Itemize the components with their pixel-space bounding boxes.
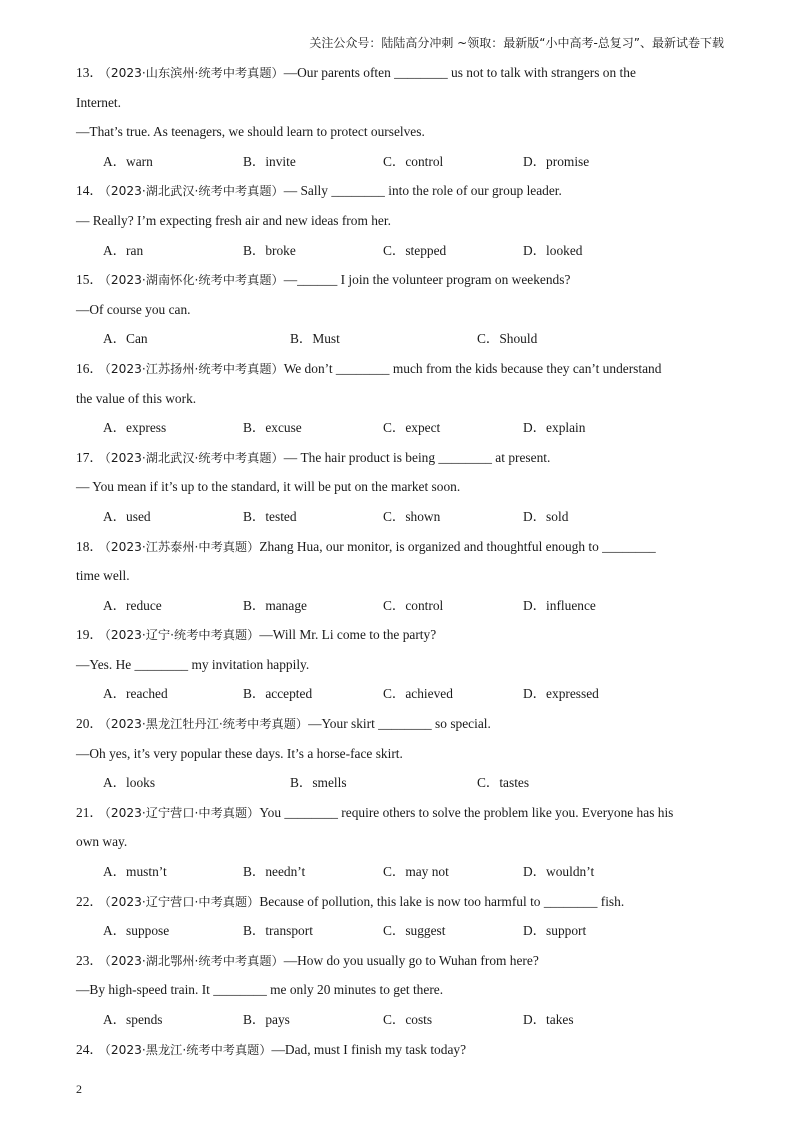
- question-stem: [76, 620, 726, 650]
- question-line: time well.: [76, 568, 130, 584]
- answer-option: C．tastes: [477, 775, 530, 791]
- answer-options: [76, 679, 726, 709]
- question-text: —Your skirt ________ so special.: [308, 716, 491, 732]
- question-text: — The hair product is being ________ at present.: [283, 449, 551, 465]
- answer-option: B．tested: [243, 508, 297, 524]
- question-text: —Dad, must I finish my task today?: [271, 1041, 467, 1057]
- question-stem: [76, 887, 726, 917]
- question-source: （2023·湖南怀化·统考中考真题）: [104, 273, 284, 288]
- answer-options: [76, 413, 726, 443]
- question-number: 15．: [76, 272, 103, 288]
- answer-option: B．invite: [243, 153, 296, 169]
- answer-option: A．suppose: [103, 923, 170, 939]
- answer-option: D．expressed: [523, 686, 599, 702]
- answer-option: C．stepped: [383, 242, 447, 258]
- answer-option: A．reduce: [103, 597, 162, 613]
- answer-option: C．expect: [383, 420, 441, 436]
- answer-option: D．takes: [523, 1012, 574, 1027]
- question-line: —That’s true. As teenagers, we should learn to protect ourselves.: [76, 124, 425, 140]
- question-line: — You mean if it’s up to the standard, it will be put on the market soon.: [76, 479, 461, 495]
- question-line: the value of this work.: [76, 390, 197, 406]
- answer-options: [76, 147, 726, 177]
- answer-option: B．accepted: [243, 686, 313, 702]
- question-line: Internet.: [76, 94, 121, 110]
- answer-option: D．promise: [523, 153, 590, 169]
- answer-option: C．control: [383, 153, 444, 169]
- page-number: 2: [76, 1082, 82, 1096]
- answer-options: [76, 502, 726, 532]
- question-line: own way.: [76, 834, 128, 850]
- answer-options: [76, 236, 726, 266]
- answer-option: B．Must: [290, 331, 340, 347]
- question-number: 19．: [76, 627, 103, 643]
- question-stem: [76, 176, 726, 206]
- question-source: （2023·湖北鄂州·统考中考真题）: [104, 953, 284, 968]
- question-number: 20．: [76, 716, 103, 732]
- answer-options: [76, 324, 726, 354]
- question-source: （2023·江苏扬州·统考中考真题）: [104, 361, 284, 376]
- answer-option: B．needn’t: [243, 864, 306, 880]
- question-line: —Yes. He ________ my invitation happily.: [76, 656, 310, 672]
- answer-options: [76, 857, 726, 887]
- answer-option: C．costs: [383, 1012, 433, 1027]
- page-header: 关注公众号：陆陆高分冲刺 ~领取：最新版“小中高考-总复习”、最新试卷下载: [309, 36, 724, 50]
- question-stem: [76, 443, 726, 473]
- question-number: 22．: [76, 893, 103, 909]
- answer-option: B．pays: [243, 1012, 290, 1027]
- question-line: —Of course you can.: [76, 301, 191, 317]
- question-stem: [76, 1035, 726, 1065]
- answer-option: C．may not: [383, 864, 449, 880]
- question-stem: [76, 354, 726, 384]
- question-number: 21．: [76, 804, 103, 820]
- question-text: —Our parents often ________ us not to talk with strangers on the: [283, 65, 636, 80]
- question-source: （2023·辽宁营口·中考真题）: [104, 805, 260, 820]
- question-stem: [76, 532, 726, 562]
- answer-option: C．shown: [383, 508, 441, 524]
- question-text: You ________ require others to solve the problem like you. Everyone has his: [259, 804, 674, 820]
- answer-option: D．influence: [523, 597, 596, 613]
- question-number: 23．: [76, 952, 103, 968]
- question-source: （2023·湖北武汉·统考中考真题）: [104, 184, 284, 199]
- answer-option: A．Can: [103, 331, 148, 347]
- answer-option: C．achieved: [383, 686, 453, 702]
- question-source: （2023·黑龙江·统考中考真题）: [104, 1042, 272, 1057]
- question-text: Because of pollution, this lake is now too harmful to ________ fish.: [259, 893, 625, 909]
- question-line: — Really? I’m expecting fresh air and new ideas from her.: [76, 212, 391, 228]
- question-text: We don’t ________ much from the kids because they can’t understand: [283, 360, 662, 376]
- question-text: —______ I join the volunteer program on weekends?: [283, 272, 571, 288]
- answer-option: C．Should: [477, 331, 538, 347]
- answer-option: A．ran: [103, 242, 144, 258]
- answer-option: D．looked: [523, 242, 583, 258]
- question-number: 13．: [76, 65, 103, 80]
- answer-option: A．mustn’t: [103, 864, 167, 880]
- answer-option: A．reached: [103, 686, 168, 702]
- answer-option: B．transport: [243, 923, 313, 939]
- answer-option: A．express: [103, 420, 167, 436]
- question-source: （2023·辽宁·统考中考真题）: [104, 628, 260, 643]
- question-number: 18．: [76, 538, 103, 554]
- answer-option: C．control: [383, 597, 444, 613]
- question-source: （2023·山东滨州·统考中考真题）: [104, 66, 284, 80]
- answer-option: B．broke: [243, 242, 296, 258]
- answer-option: B．excuse: [243, 420, 302, 436]
- answer-option: A．looks: [103, 775, 156, 791]
- question-stem: [76, 265, 726, 295]
- answer-option: D．wouldn’t: [523, 864, 595, 880]
- question-text: —Will Mr. Li come to the party?: [259, 627, 437, 643]
- question-source: （2023·江苏泰州·中考真题）: [104, 539, 260, 554]
- question-number: 14．: [76, 183, 103, 199]
- answer-option: A．spends: [103, 1012, 163, 1027]
- question-line: —By high-speed train. It ________ me only 20 minutes to get there.: [76, 982, 444, 998]
- question-source: （2023·辽宁营口·中考真题）: [104, 894, 260, 909]
- answer-option: D．explain: [523, 420, 586, 436]
- question-stem: [76, 798, 726, 828]
- question-source: （2023·湖北武汉·统考中考真题）: [104, 450, 284, 465]
- answer-options: [76, 768, 726, 798]
- answer-option: D．support: [523, 923, 587, 939]
- question-stem: [76, 58, 726, 88]
- answer-option: B．manage: [243, 597, 307, 613]
- answer-option: A．warn: [103, 153, 153, 169]
- answer-options: [76, 591, 726, 621]
- answer-options: [76, 1005, 726, 1035]
- question-list: [76, 58, 726, 1064]
- question-line: —Oh yes, it’s very popular these days. It’s a horse-face skirt.: [76, 745, 403, 761]
- question-number: 16．: [76, 360, 103, 376]
- answer-option: D．sold: [523, 508, 569, 524]
- answer-option: C．suggest: [383, 923, 446, 939]
- question-source: （2023·黑龙江牡丹江·统考中考真题）: [104, 717, 309, 732]
- answer-options: [76, 916, 726, 946]
- question-number: 17．: [76, 449, 103, 465]
- question-text: Zhang Hua, our monitor, is organized and thoughtful enough to ________: [259, 538, 656, 554]
- question-stem: [76, 946, 726, 976]
- answer-option: A．used: [103, 508, 151, 524]
- question-stem: [76, 709, 726, 739]
- answer-option: B．smells: [290, 775, 347, 791]
- question-text: —How do you usually go to Wuhan from here?: [283, 952, 539, 968]
- question-number: 24．: [76, 1041, 103, 1057]
- question-text: — Sally ________ into the role of our group leader.: [283, 183, 562, 199]
